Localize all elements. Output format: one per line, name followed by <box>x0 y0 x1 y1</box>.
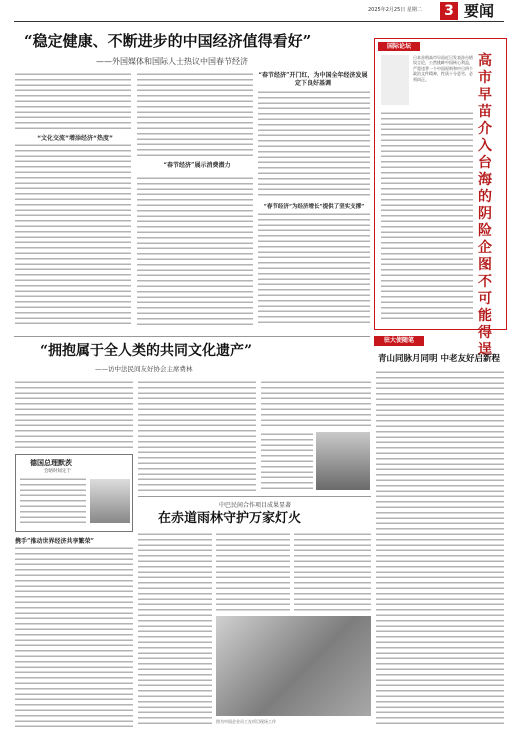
commentary-intro: 日本首相高市早苗近日发表涉台错误言论，公然挑衅中国核心利益，严重违背一个中国原则和中日四个政治文件精神，性质十分恶劣，必须纠正。 <box>413 55 473 82</box>
lead-subhead-left: “文化交流”增添经济“热度” <box>37 135 113 142</box>
commentary-body <box>381 111 473 323</box>
culture-body-mid <box>138 380 256 492</box>
feature-body-right <box>294 532 371 612</box>
culture-body-right-2 <box>261 432 313 492</box>
lead-body-left-1 <box>15 72 131 130</box>
feature-photo <box>216 616 371 716</box>
lead-subhead-right2: “春节经济”为经济增长“提供了坚实支撑” <box>263 204 365 210</box>
commentary-column-label: 国际论坛 <box>378 42 420 51</box>
profile-column-label: 德国总理默茨 <box>30 458 72 467</box>
lead-body-mid-1 <box>137 72 253 158</box>
lead-body-left-2 <box>15 143 131 327</box>
feature-body-mid <box>216 532 290 612</box>
lead-body-mid-2 <box>137 176 253 327</box>
profile-title: 携手”推动世界经济共享繁荣” <box>15 538 94 545</box>
lead-subhead-mid: “春节经济”展示消费潜力 <box>163 162 231 169</box>
profile-subtitle: 会晤时间定于 <box>44 469 71 474</box>
page-number: 3 <box>444 3 454 19</box>
profile-body-2 <box>15 546 133 728</box>
masthead-date: 2025年2月25日 星期二 <box>368 7 422 13</box>
ambassador-title: 青山同脉月同明 中老友好启新程 <box>378 354 500 364</box>
commentary-title: 高市早苗介入台海的阴险企图不可能得逞 <box>478 53 492 358</box>
lead-headline: “稳定健康、不断进步的中国经济值得看好” <box>24 32 312 50</box>
profile-box <box>15 454 133 532</box>
culture-subhead: ——访中法民间友好协会主席费林 <box>95 365 193 373</box>
profile-body <box>20 477 86 527</box>
feature-kicker: 中巴民间合作项目成果显著 <box>218 502 291 509</box>
page-number-badge <box>440 2 458 20</box>
feature-rule <box>138 496 371 497</box>
lead-subhead-right1: “春节经济”开门红，为中国全年经济发展定下良好基调 <box>258 72 368 87</box>
culture-portrait-photo <box>316 432 370 490</box>
culture-rule <box>14 336 370 337</box>
lead-body-right-2 <box>258 212 370 327</box>
culture-headline: “拥抱属于全人类的共同文化遗产” <box>40 343 253 359</box>
ambassador-column-label: 驻大使随笔 <box>374 336 424 346</box>
commentary-author-photo <box>381 55 409 105</box>
lead-body-right-1 <box>258 90 370 198</box>
culture-body-left <box>15 380 133 450</box>
feature-headline: 在赤道雨林守护万家灯火 <box>158 511 302 526</box>
profile-portrait-photo <box>90 479 130 523</box>
lead-subhead: ——外国媒体和国际人士热议中国春节经济 <box>96 57 248 66</box>
ambassador-body <box>376 370 504 726</box>
culture-body-right <box>261 380 371 430</box>
feature-photo-caption: 图为中国企业员工在项目现场工作 <box>216 719 276 724</box>
feature-body-left <box>138 532 212 728</box>
masthead-rule <box>14 21 504 22</box>
section-title: 要闻 <box>464 2 495 20</box>
